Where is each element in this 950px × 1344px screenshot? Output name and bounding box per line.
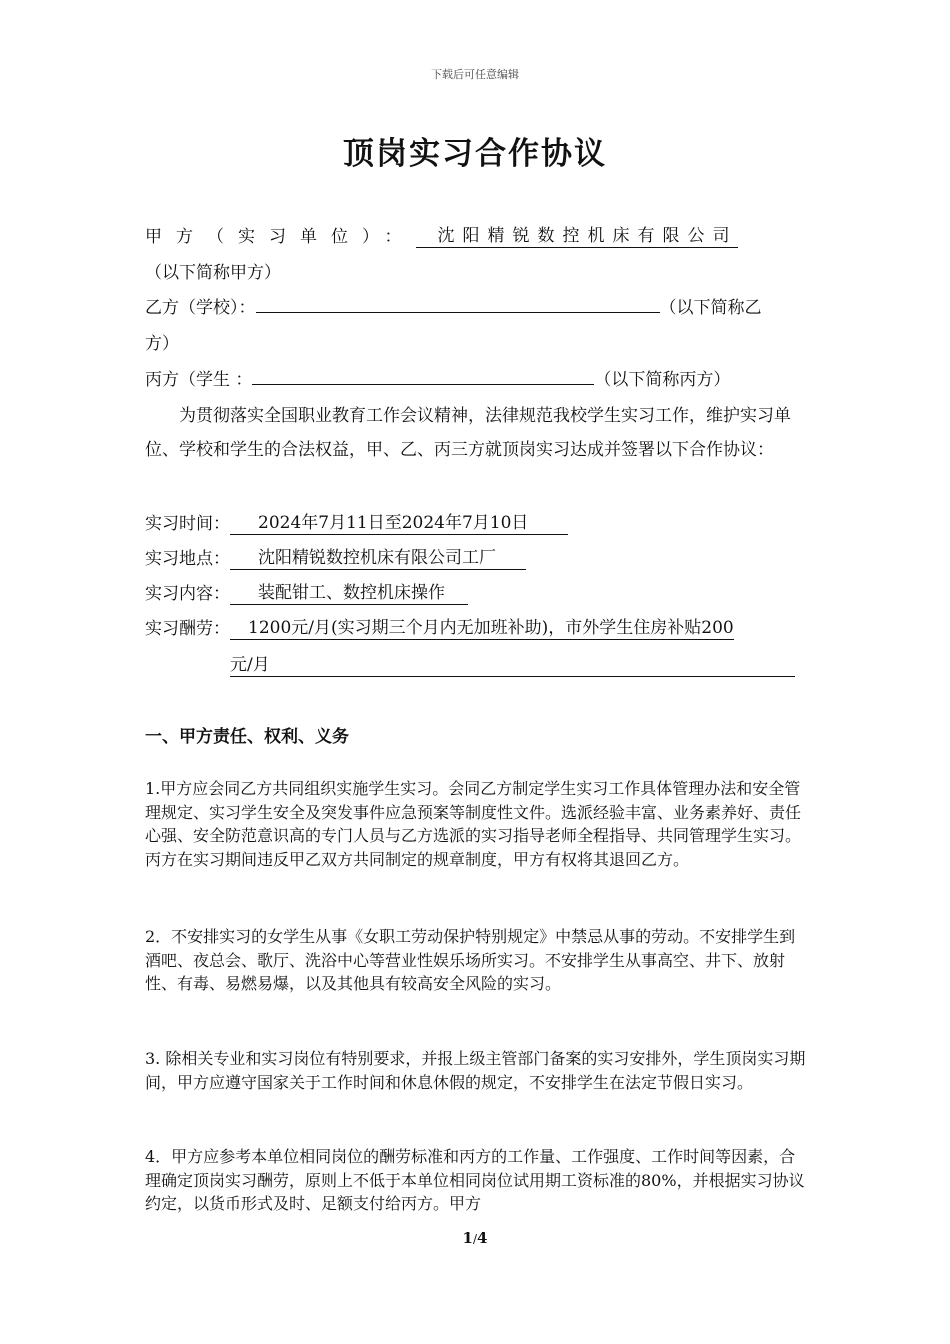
clause-2: 2．不安排实习的女学生从事《女职工劳动保护特别规定》中禁忌从事的劳动。不安排学生到酒吧、夜总会、歌厅、洗浴中心等营业性娱乐场所实习。不安排学生从事高空、井下、放射性、有毒、易燃易爆，以及其他具有较高安全风险的实习。: [145, 927, 796, 993]
field-time-label: 实习时间：: [145, 514, 230, 534]
clause-4: 4．甲方应参考本单位相同岗位的酬劳标准和丙方的工作量、工作强度、工作时间等因素，合理确定顶岗实习酬劳，原则上不低于本单位相同岗位试用期工资标准的80%，并根据实习协议约定，以货币形式及时、足额支付给丙方。甲方: [145, 1147, 805, 1213]
party-a-value: 沈阳精锐数控机床有限公司: [437, 226, 738, 246]
preamble: 为贯彻落实全国职业教育工作会议精神，法律规范我校学生实习工作，维护实习单位、学校和学生的合法权益，甲、乙、丙三方就顶岗实习达成并签署以下合作协议：: [145, 406, 791, 460]
field-place-value: 沈阳精锐数控机床有限公司工厂: [230, 547, 526, 570]
party-b-line: [145, 297, 762, 319]
field-place: [145, 547, 526, 570]
page-separator: /: [472, 1232, 478, 1246]
party-c-blank[interactable]: [252, 370, 594, 385]
party-c-suffix: （以下简称丙方）: [594, 370, 731, 390]
field-content-value: 装配钳工、数控机床操作: [230, 582, 468, 605]
party-a-line: [145, 225, 738, 248]
party-a-suffix: （以下简称甲方）: [145, 263, 281, 283]
party-c-line: [145, 369, 730, 391]
field-time-value: 2024年7月11日至2024年7月10日: [230, 512, 568, 535]
field-pay-value: 1200元/月(实习期三个月内无加班补助)，市外学生住房补贴200: [230, 617, 734, 640]
field-place-label: 实习地点：: [145, 549, 230, 569]
field-content-label: 实习内容：: [145, 584, 230, 604]
field-pay-value-cont: 元/月: [230, 654, 795, 677]
page-number: [0, 1229, 950, 1247]
field-time: [145, 512, 568, 535]
page-total: 4: [477, 1229, 488, 1247]
header-note: 下载后可任意编辑: [431, 68, 519, 81]
party-a-value-underline: [416, 225, 738, 248]
section-heading: 一、甲方责任、权利、义务: [145, 727, 349, 747]
field-content: [145, 582, 468, 605]
clause-3: 3. 除相关专业和实习岗位有特别要求，并报上级主管部门备案的实习安排外，学生顶岗实习期间，甲方应遵守国家关于工作时间和休息休假的规定，不安排学生在法定节假日实习。: [145, 1049, 806, 1092]
party-b-suffix-cont: 方）: [145, 334, 179, 354]
field-pay: [145, 617, 734, 640]
field-pay-cont: [230, 654, 795, 677]
page-current: 1: [462, 1229, 473, 1247]
party-b-label: 乙方（学校）：: [145, 298, 256, 318]
party-c-label: 丙方（学生 ：: [145, 370, 253, 390]
page-title: 顶岗实习合作协议: [343, 136, 607, 172]
party-b-suffix: （以下简称乙: [659, 298, 762, 318]
party-a-label: 甲方（实习单位）：: [145, 227, 416, 247]
clause-1: 1.甲方应会同乙方共同组织实施学生实习。会同乙方制定学生实习工作具体管理办法和安全管理规定、实习学生安全及突发事件应急预案等制度性文件。选派经验丰富、业务素养好、责任心强、安全防范意识高的专门人员与乙方选派的实习指导老师全程指导、共同管理学生实习。丙方在实习期间违反甲乙双方共同制定的规章制度，甲方有权将其退回乙方。: [145, 779, 802, 869]
field-pay-label: 实习酬劳：: [145, 619, 230, 639]
party-b-blank[interactable]: [256, 298, 660, 313]
